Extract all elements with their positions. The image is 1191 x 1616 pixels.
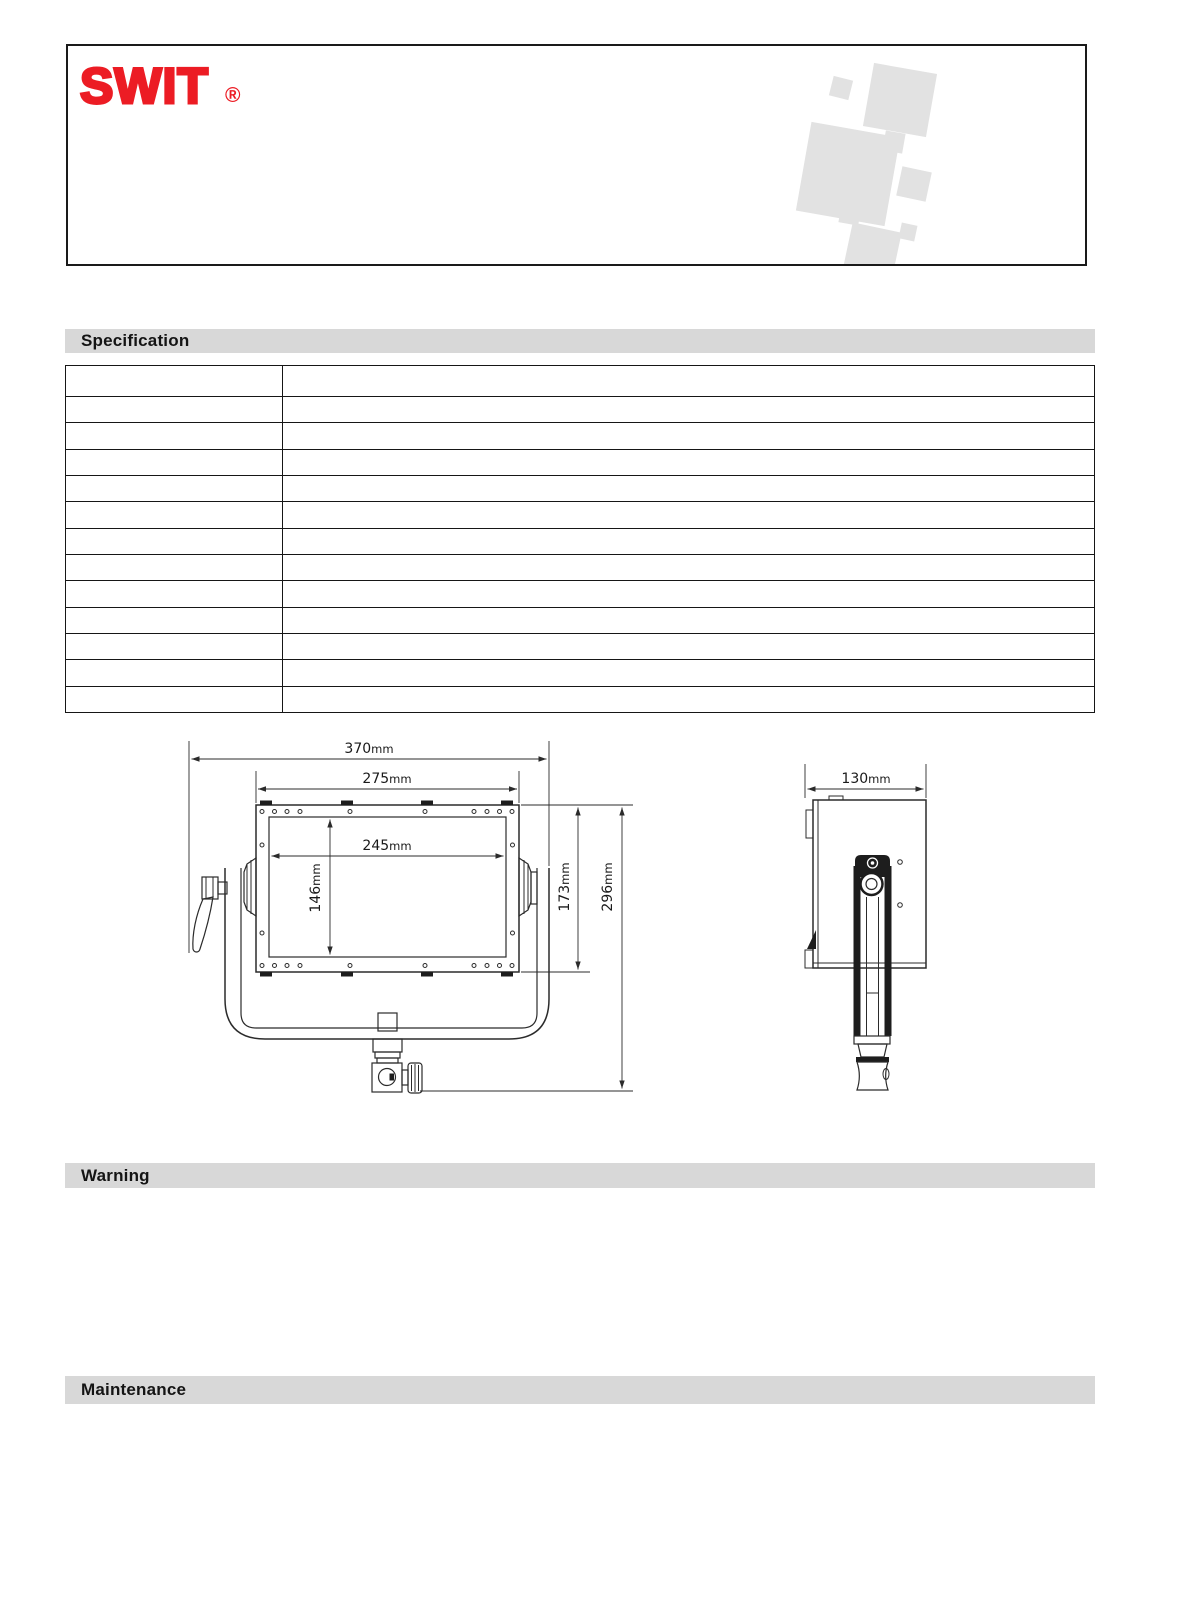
spec-value-cell <box>283 608 1094 633</box>
panel-outline <box>256 805 519 972</box>
tilt-knob <box>519 858 537 916</box>
spec-param-cell <box>66 502 283 527</box>
section-bar-maintenance <box>65 1376 1095 1404</box>
yoke-arm-side <box>854 855 892 1036</box>
dim-label-173mm: 173mm <box>557 862 573 912</box>
spec-table-row <box>66 366 1094 396</box>
side-view <box>805 764 926 1090</box>
spec-table-row <box>66 475 1094 501</box>
spec-table-row <box>66 607 1094 633</box>
spec-table-row <box>66 554 1094 580</box>
spec-value-cell <box>283 555 1094 580</box>
dim-label-296mm: 296mm <box>600 862 616 912</box>
decor-square <box>896 166 932 202</box>
spec-value-cell <box>283 423 1094 448</box>
spec-value-cell <box>283 660 1094 685</box>
dim-label-245mm: 245mm <box>362 838 412 854</box>
section-bar-warning <box>65 1163 1095 1188</box>
specification-table <box>65 365 1095 713</box>
spec-param-cell <box>66 608 283 633</box>
spec-table-row <box>66 396 1094 422</box>
dim-label-370mm: 370mm <box>344 741 394 757</box>
front-view <box>189 741 633 1093</box>
spec-param-cell <box>66 529 283 554</box>
dimension-drawings <box>100 700 1050 1110</box>
spigot-side <box>854 1036 890 1090</box>
dim-label-275mm: 275mm <box>362 771 412 787</box>
spec-value-cell <box>283 529 1094 554</box>
spec-table-row <box>66 528 1094 554</box>
spec-param-cell <box>66 555 283 580</box>
spec-param-cell <box>66 366 283 396</box>
dim-label-146mm: 146mm <box>308 863 324 913</box>
warning-title: Warning <box>81 1165 150 1185</box>
spec-value-cell <box>283 366 1094 396</box>
spigot-mount <box>372 1039 422 1093</box>
spec-table-row <box>66 501 1094 527</box>
spec-param-cell <box>66 476 283 501</box>
spec-param-cell <box>66 660 283 685</box>
spec-value-cell <box>283 502 1094 527</box>
header-box <box>66 44 1087 266</box>
spec-param-cell <box>66 423 283 448</box>
dim-label-130mm: 130mm <box>841 771 891 787</box>
spec-value-cell <box>283 450 1094 475</box>
yoke-inner <box>241 868 537 1028</box>
spec-table-row <box>66 633 1094 659</box>
spec-table-row <box>66 580 1094 606</box>
maintenance-title: Maintenance <box>81 1380 187 1399</box>
specification-title: Specification <box>81 331 190 350</box>
decor-square <box>829 76 853 100</box>
decor-square <box>863 63 937 137</box>
brand-wordmark: SWIT <box>80 58 209 114</box>
spec-param-cell <box>66 581 283 606</box>
decor-square <box>838 202 861 225</box>
spec-param-cell <box>66 397 283 422</box>
decor-square <box>842 222 901 266</box>
spec-param-cell <box>66 450 283 475</box>
spec-value-cell <box>283 397 1094 422</box>
spec-value-cell <box>283 581 1094 606</box>
spec-table-row <box>66 422 1094 448</box>
spec-table-row <box>66 449 1094 475</box>
spec-table-row <box>66 659 1094 685</box>
swit-logo <box>78 55 338 119</box>
spec-value-cell <box>283 634 1094 659</box>
spec-value-cell <box>283 476 1094 501</box>
registered-trademark-icon: ® <box>225 84 241 107</box>
screw-holes <box>260 810 515 968</box>
spec-param-cell <box>66 634 283 659</box>
section-bar-specification <box>65 329 1095 353</box>
